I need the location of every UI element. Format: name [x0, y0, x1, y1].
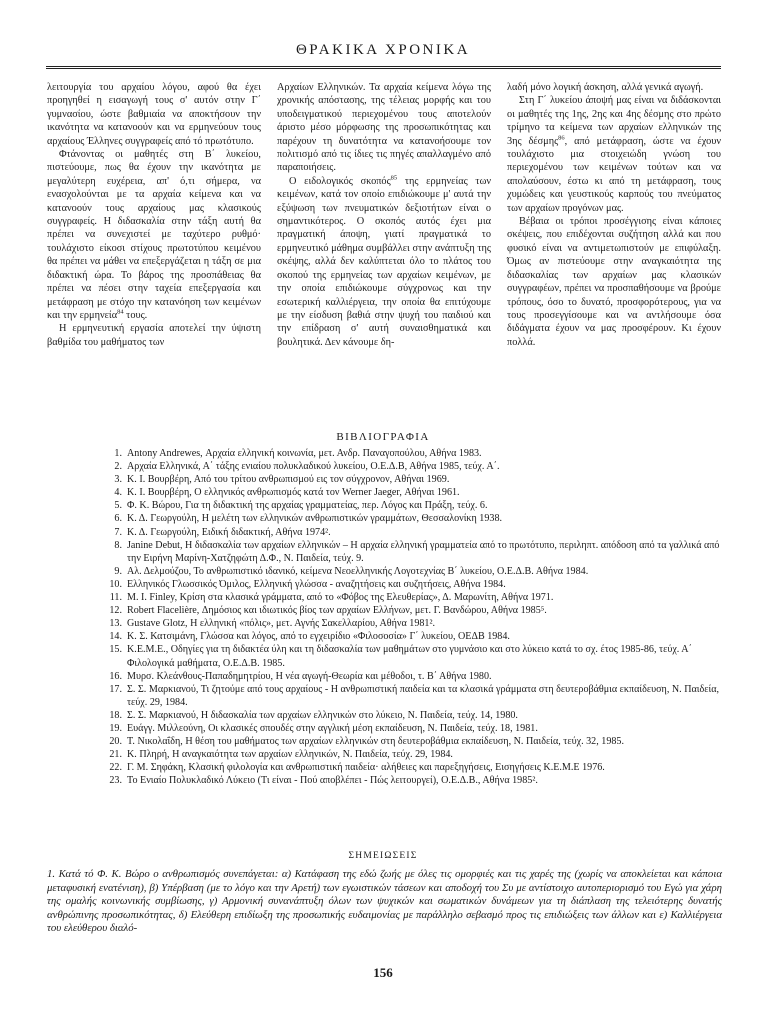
bibliography-text: Ελληνικός Γλωσσικός Όμιλος, Ελληνική γλώσσα - αναζητήσεις και συζητήσεις, Αθήνα 1984. — [127, 578, 506, 590]
bibliography-number: 9. — [114, 565, 122, 577]
bibliography-number: 11. — [109, 592, 122, 604]
bibliography-entry — [104, 630, 724, 643]
bibliography-text: Κ.Ε.Μ.Ε., Οδηγίες για τη διδακτέα ύλη και τη διδασκαλία των μαθημάτων στο γυμνάσιο και στο λύκειο κατά το σχ. έτος 1985-86, τεύχ. Α΄ Φιλολογικά μαθήματα, Ο.Ε.Δ.Β. 1985. — [127, 644, 692, 669]
bibliography-number: 17. — [109, 683, 122, 695]
paragraph: λαδή μόνο λογική άσκηση, αλλά γενικά αγωγή. — [507, 82, 704, 93]
bibliography-text: Γ. Μ. Σηφάκη, Κλασική φιλολογία και ανθρωπιστική παιδεία· αλήθειες και παρεξηγήσεις, Εισηγήσεις Κ.Ε.Μ.Ε 1976. — [127, 762, 605, 774]
bibliography-text: Antony Andrewes, Αρχαία ελληνική κοινωνία, μετ. Ανδρ. Παναγοπούλου, Αθήνα 1983. — [127, 448, 482, 459]
bibliography-entry — [104, 578, 724, 591]
paragraph-text: Ο ειδολογικός σκοπός — [289, 175, 391, 187]
paragraph-text: τους. — [123, 309, 148, 321]
bibliography-number: 4. — [114, 487, 122, 499]
header-rule — [46, 66, 721, 67]
bibliography-number: 14. — [109, 631, 122, 643]
bibliography-number: 1. — [114, 448, 122, 459]
bibliography-number: 13. — [109, 618, 122, 630]
bibliography-entry — [104, 486, 724, 499]
bibliography-number: 22. — [109, 762, 122, 774]
bibliography-entry — [104, 643, 724, 669]
bibliography-text: Κ. Πληρή, Η αναγκαιότητα των αρχαίων ελληνικών, Ν. Παιδεία, τεύχ. 29, 1984. — [127, 749, 453, 761]
paragraph-text: Φτάνοντας οι μαθητές στη Β΄ λυκείου, πιστεύουμε, πως θα έχουν την ικανότητα με μεγαλύτερη ευχέρεια, απ' ό,τι σήμερα, να ενασχολούνται με τα αρχαία κείμενα και να κατανοούν τους αρχαίους μας κλασικούς συγγραφείς. Η διδασκαλία στην τάξη αυτή θα πρέπει να συνεχιστεί με ταχύτερο ρυθμό· τουλάχιστο είκοσι στίχους πρωτοτύπου κειμένου θα πρέπει να μάθει να επεξεργάζεται η τάξη σε μια διδακτική ώρα. Το βάρος της προσπάθειας θα πρέπει να πέσει στην ταχεία επεξεργασία και μετάφραση με στόχο την κατανόηση των κειμένων και την ερμηνεία — [47, 149, 261, 321]
header-rule-double — [46, 68, 721, 69]
text-column-1 — [47, 81, 261, 349]
bibliography-entry — [104, 670, 724, 683]
paragraph-text: Στη Γ΄ λυκείου άποψή μας είναι να διδάσκονται οι μαθητές της 1ης, 2ης και 4ης δέσμης στο πρώτο τρίμηνο τα κείμενα των αρχαίων ελληνικών της 3ης δέσμης — [507, 95, 721, 147]
text-column-3 — [507, 81, 721, 349]
bibliography-entry — [104, 735, 724, 748]
bibliography-number: 21. — [109, 749, 122, 761]
bibliography-entry — [104, 526, 724, 539]
bibliography-text: Gustave Glotz, Η ελληνική «πόλις», μετ. Αγνής Σακελλαρίου, Αθήνα 1981². — [127, 618, 436, 630]
bibliography-number: 2. — [114, 461, 122, 473]
bibliography-number: 20. — [109, 736, 122, 748]
bibliography-text: Ευάγγ. Μιλλεούνη, Οι κλασικές σπουδές στην αγγλική μέση εκπαίδευση, Ν. Παιδεία, τεύχ. 18, 1981. — [127, 722, 538, 734]
page-number: 156 — [373, 965, 393, 980]
running-header: ΘΡΑΚΙΚΑ ΧΡΟΝΙΚΑ — [295, 42, 471, 58]
bibliography-text: Κ. Ι. Βουρβέρη, Ο ελληνικός ανθρωπισμός κατά τον Werner Jaeger, Αθήναι 1961. — [127, 487, 460, 499]
bibliography-entry — [104, 761, 724, 774]
bibliography-title: ΒΙΒΛΙΟΓΡΑΦΙΑ — [336, 431, 430, 443]
paragraph: Η ερμηνευτική εργασία αποτελεί την ύψιστη βαθμίδα του μαθήματος των — [47, 323, 261, 348]
bibliography-entry — [104, 683, 724, 709]
paragraph-text: της ερμηνείας των κειμένων, κατά τον οποίο επιδιώκουμε μ' αυτά την εξύψωση των πνευματικών δεξιοτήτων είναι ο σημαντικότερος. Ο σκοπός αυτός έχει μια πραγματική άποψη, γιατί πραγματικά το ερμηνευτικό μάθημα συμβάλλει στην ανάπτυξη της σκέψης, αλλά δεν καλύπτεται όλο το πλάτος του σκοπού της ερμηνείας των αρχαίων κειμένων, με την οποία επιδιώκουμε σύγχρονως και την εσωτερική καλλιέργεια, την οποία θα επιτύχουμε με την είσδυση βαθιά στην ψυχή του παιδιού και την επίδραση σ' αυτή συναισθηματικά και βουλητικά. Δεν κάνουμε δη- — [277, 175, 491, 348]
bibliography-text: Μυρσ. Κλεάνθους-Παπαδημητρίου, Η νέα αγωγή-Θεωρία και μέθοδοι, τ. Β΄ Αθήνα 1980. — [127, 670, 492, 682]
bibliography-text: Janine Debut, Η διδασκαλία των αρχαίων ελληνικών – Η αρχαία ελληνική γραμματεία από το πρωτότυπο, περιληπτ. απόδοση από τα γαλλικά από την Ειρήνη Μαρίνη-Χατζηφώτη Δ.Φ., Ν. Παιδεία, τεύχ. 9. — [127, 539, 720, 564]
bibliography-text: Αρχαία Ελληνικά, Α΄ τάξης ενιαίου πολυκλαδικού λυκείου, Ο.Ε.Δ.Β, Αθήνα 1985, τεύχ. Α΄. — [127, 461, 500, 473]
bibliography-number: 23. — [109, 775, 122, 787]
bibliography-list — [104, 447, 724, 787]
bibliography-entry — [104, 591, 724, 604]
bibliography-entry — [104, 617, 724, 630]
bibliography-text: M. I. Finley, Κρίση στα κλασικά γράμματα, από το «Φόβος της Ελευθερίας», Δ. Μαρωνίτη, Αθήνα 1971. — [127, 592, 554, 604]
bibliography-number: 10. — [109, 578, 122, 590]
bibliography-number: 8. — [114, 539, 122, 551]
bibliography-entry — [104, 722, 724, 735]
bibliography-text: Σ. Σ. Μαρκιανού, Τι ζητούμε από τους αρχαίους - Η ανθρωπιστική παιδεία και τα κλασικά γράμματα στη δευτεροβάθμια εκπαίδευση, Ν. Παιδεία, τεύχ. 29, 1984. — [127, 683, 720, 708]
notes-title: ΣΗΜΕΙΩΣΕΙΣ — [348, 851, 418, 861]
bibliography-entry — [104, 460, 724, 473]
bibliography-text: Robert Flacelière, Δημόσιος και ιδιωτικός βίος των αρχαίων Ελλήνων, μετ. Γ. Βανδώρου, Αθήνα 1985⁵. — [127, 605, 547, 617]
bibliography-number: 6. — [114, 513, 122, 525]
footnote-ref: 84 — [117, 308, 124, 316]
bibliography-text: Αλ. Δελμούζου, Το ανθρωπιστικό ιδανικό, κείμενα Νεοελληνικής Λογοτεχνίας Β΄ λυκείου, Ο.Ε.Δ.Β. Αθήνα 1984. — [127, 565, 589, 577]
footnote-ref: 86 — [558, 134, 565, 142]
paragraph — [507, 94, 721, 215]
bibliography-entry — [104, 709, 724, 722]
bibliography-entry — [104, 774, 724, 787]
bibliography-text: Τ. Νικολαΐδη, Η θέση του μαθήματος των αρχαίων ελληνικών στη δευτεροβάθμια εκπαίδευση, Ν. Παιδεία, τεύχ. 32, 1985. — [127, 736, 624, 748]
bibliography-entry — [104, 565, 724, 578]
bibliography-entry — [104, 512, 724, 525]
bibliography-text: Κ. Σ. Κατσιμάνη, Γλώσσα και λόγος, από το εγχειρίδιο «Φιλοσοσία» Γ΄ λυκείου, ΟΕΔΒ 1984. — [127, 631, 510, 643]
bibliography-number: 7. — [114, 526, 122, 538]
bibliography-entry — [104, 604, 724, 617]
bibliography-text: Κ. Δ. Γεωργούλη, Η μελέτη των ελληνικών ανθρωπιστικών γραμμάτων, Θεσσαλονίκη 1938. — [127, 513, 503, 525]
bibliography-entry — [104, 748, 724, 761]
bibliography-entry — [104, 473, 724, 486]
bibliography-entry — [104, 499, 724, 512]
bibliography-entry — [104, 447, 724, 460]
bibliography-text: Σ. Σ. Μαρκιανού, Η διδασκαλία των αρχαίων ελληνικών στο λύκειο, Ν. Παιδεία, τεύχ. 14, 1980. — [127, 709, 518, 721]
bibliography-text: Το Ενιαίο Πολυκλαδικό Λύκειο (Τι είναι - Πού αποβλέπει - Πώς λειτουργεί), Ο.Ε.Δ.Β., Αθήνα 1985². — [127, 775, 538, 787]
bibliography-number: 3. — [114, 474, 122, 486]
bibliography-number: 5. — [114, 500, 122, 512]
bibliography-text: Κ. Δ. Γεωργούλη, Ειδική διδακτική, Αθήνα 1974². — [127, 526, 331, 538]
paragraph: λειτουργία του αρχαίου λόγου, αφού θα έχει προηγηθεί η εισαγωγή τους σ' αυτόν στην Γ΄ γυμνασίου, ώστε βαθμιαία να αποκτήσουν την ικανότητα να κατανοούν και να ερμηνεύουν τους αρχαίους Έλληνες συγγραφείς από τό πρωτότυπο. — [47, 82, 261, 147]
notes-text: 1. Κατά τό Φ. Κ. Βώρο ο ανθρωπισμός συνεπάγεται: α) Κατάφαση της εδώ ζωής με όλες τις ομορφιές και τις χαρές της (χωρίς να αποκλείεται και κάποια μεταφυσική ενατένιση), β) Υπέρβαση (με το λόγο και την Αρετή) των εγωιστικών τάσεων και αποδοχή του Συ με αντίστοιχο αυτοπεριορισμό του Εγώ για χάρη της ομαλής κοινωνικής συμβίωσης, γ) Αρμονική συνανάπτυξη όλων των ψυχικών και σωματικών δυνάμεων για τη διάπλαση της τελειότερης δυνατής ανθρώπινης προσωπικότητας, δ) Ελεύθερη επιδίωξη της προσωπικής ευδαιμονίας με παράλληλο σεβασμό προς τις επιδιώξεις των άλλων και ε) Καλλιέργεια του ελεύθερου διαλό- — [47, 868, 722, 934]
bibliography-number: 19. — [109, 722, 122, 734]
footnote-ref: 85 — [390, 174, 398, 182]
bibliography-number: 15. — [109, 644, 122, 656]
paragraph-text: , από μετάφραση, ώστε να έχουν τουλάχιστο μια στοιχειώδη γνώση του περιεχομένου των κειμένων τούτων και να απολαύσουν, έστω κι από τη μετάφραση, τους χυμώδεις και γευστικούς καρπούς του πνεύματος των αρχαίων προγόνων μας. — [507, 135, 721, 214]
paragraph: Βέβαια οι τρόποι προσέγγισης είναι κάποιες σκέψεις, που επιδέχονται συζήτηση αλλά και που φυσικό είναι να αντιμετωπιστούν με επιφύλαξη. Όμως αν πιστεύουμε στην αναγκαιότητα της διδασκαλίας των αρχαίων μας κλασικών συγγραφέων, πρέπει να προσπαθήσουμε να βρούμε τρόπους, όσο το δυνατό, προσφορότερους, για να τους προσεγγίσουμε και να αντλήσουμε όσα διδάγματα έχουν να μας προσφέρουν. Κι έχουν πολλά. — [507, 216, 721, 348]
bibliography-number: 12. — [109, 605, 122, 617]
bibliography-number: 18. — [109, 709, 122, 721]
paragraph — [277, 175, 491, 349]
bibliography-text: Φ. Κ. Βώρου, Για τη διδακτική της αρχαίας γραμματείας, περ. Λόγος και Πράξη, τεύχ. 6. — [127, 500, 488, 512]
bibliography-entry — [104, 539, 724, 565]
paragraph: Αρχαίων Ελληνικών. Τα αρχαία κείμενα λόγω της χρονικής απόστασης, της τέλειας μορφής και του υποδειγματικού περιεχομένου τους αποτελούν άριστο μέσο μόρφωσης της προσωπικότητας και παρέχουν τη δυνατότητα να κατανοήσουμε τον πολιτισμό από τις ίδιες τις πηγές απαλλαγμένο από παραποιήσεις. — [277, 82, 491, 174]
paragraph — [47, 148, 261, 322]
text-column-2 — [277, 81, 491, 349]
bibliography-number: 16. — [109, 670, 122, 682]
bibliography-text: Κ. Ι. Βουρβέρη, Από του τρίτου ανθρωπισμού εις τον σύγχρονον, Αθήναι 1969. — [127, 474, 450, 486]
